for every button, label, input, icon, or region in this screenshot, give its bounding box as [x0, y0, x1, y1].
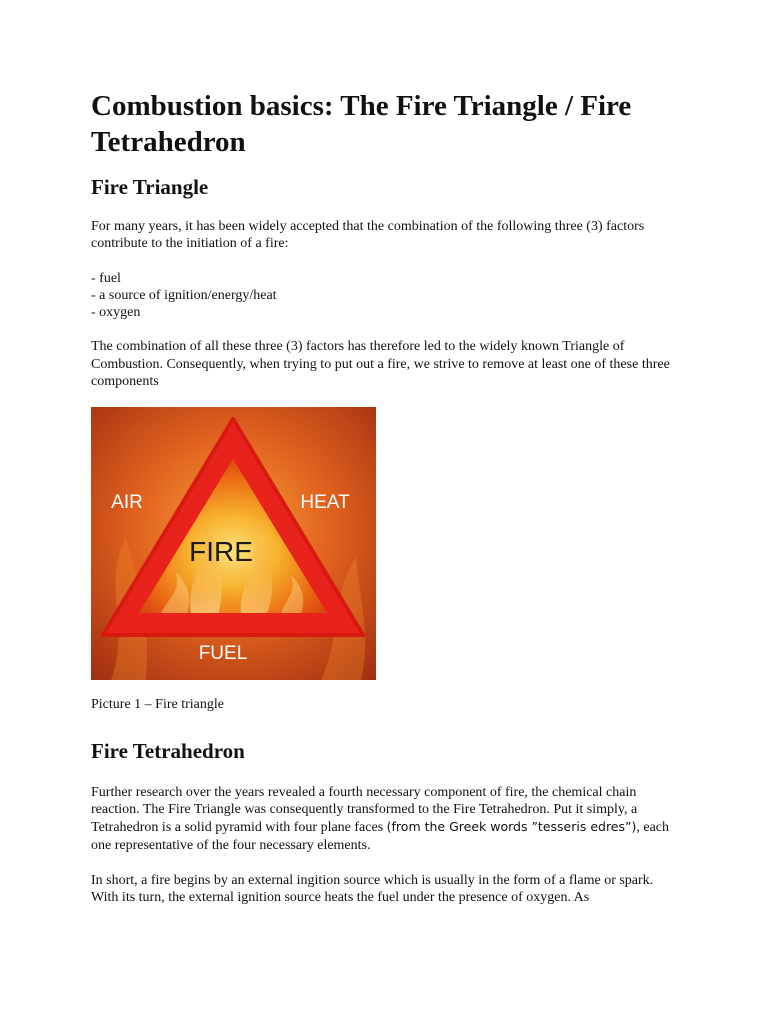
- greek-words-note: (from the Greek words ”tesseris edres”): [386, 819, 637, 835]
- tetrahedron-text-start: Further research over the years revealed a fourth necessary component of fire, the chemical chain reaction. The Fire Triangle was consequently transformed to the Fire Tetrahedron. Put it simply, a Tetrahedron is a solid pyramid with four plane faces: [91, 784, 638, 836]
- conclusion-paragraph: The combination of all these three (3) factors has therefore led to the widely known Triangle of Combustion. Consequently, when trying to put out a fire, we strive to remove at least one of these three components: [91, 339, 670, 390]
- list-item: - a source of ignition/energy/heat: [91, 287, 277, 303]
- list-item: - oxygen: [91, 305, 141, 321]
- tetrahedron-text-end: , each one representative of the four necessary elements.: [91, 820, 670, 853]
- figure-caption: Picture 1 – Fire triangle: [91, 697, 224, 713]
- ignition-paragraph: In short, a fire begins by an external ingition source which is usually in the form of a flame or spark. With its turn, the external ignition source heats the fuel under the presence of oxygen. As: [91, 872, 654, 906]
- document-page: [91, 88, 681, 906]
- air-label: AIR: [111, 492, 143, 514]
- tetrahedron-paragraph: [91, 784, 681, 854]
- factor-list: [91, 270, 681, 322]
- section-heading-fire-tetrahedron: Fire Tetrahedron: [91, 738, 245, 763]
- fire-triangle-image: [91, 407, 376, 680]
- intro-paragraph: For many years, it has been widely accepted that the combination of the following three (3) factors contribute to the initiation of a fire:: [91, 219, 645, 252]
- fire-triangle-figure: [91, 407, 376, 680]
- section-heading-fire-triangle: Fire Triangle: [91, 175, 209, 199]
- fire-label: FIRE: [189, 536, 253, 568]
- heat-label: HEAT: [300, 492, 350, 514]
- list-item: - fuel: [91, 270, 121, 286]
- document-title: Combustion basics: The Fire Triangle / Fire Tetrahedron: [91, 90, 632, 158]
- fuel-label: FUEL: [198, 643, 248, 665]
